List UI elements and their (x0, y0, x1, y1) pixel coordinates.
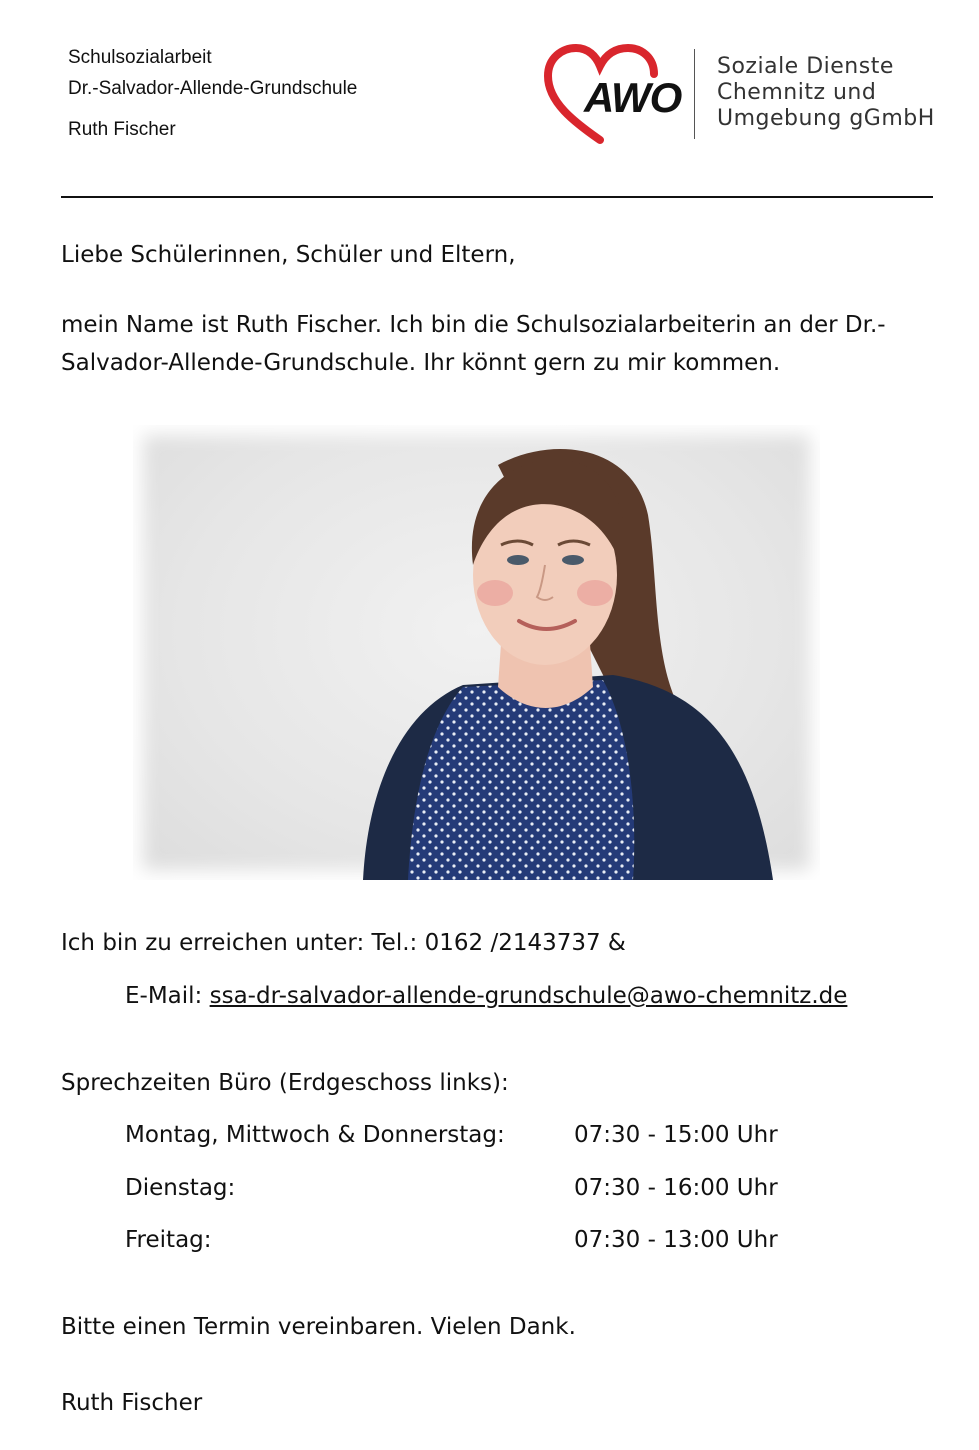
hours-time: 07:30 - 16:00 Uhr (574, 1175, 778, 1201)
sender-department: Schulsozialarbeit (68, 47, 212, 68)
logo-org-line3: Umgebung gGmbH (717, 106, 935, 131)
sender-name: Ruth Fischer (68, 119, 176, 140)
hours-time: 07:30 - 13:00 Uhr (574, 1227, 778, 1253)
office-hours-title: Sprechzeiten Büro (Erdgeschoss links): (61, 1070, 509, 1096)
contact-phone-line: Ich bin zu erreichen unter: Tel.: 0162 /2143737 & (61, 930, 626, 956)
signature: Ruth Fischer (61, 1390, 203, 1416)
hours-time: 07:30 - 15:00 Uhr (574, 1122, 778, 1148)
portrait-illustration (133, 425, 820, 880)
email-label: E-Mail: (125, 983, 210, 1009)
logo-org-line2: Chemnitz und (717, 80, 877, 105)
header-rule (61, 196, 933, 198)
awo-logo (544, 44, 944, 148)
hours-day: Dienstag: (125, 1175, 236, 1201)
greeting: Liebe Schülerinnen, Schüler und Eltern, (61, 242, 516, 268)
intro-line-1: mein Name ist Ruth Fischer. Ich bin die Schulsozialarbeiterin an der Dr.- (61, 312, 886, 338)
email-link[interactable]: ssa-dr-salvador-allende-grundschule@awo-chemnitz.de (209, 983, 848, 1009)
hours-day: Montag, Mittwoch & Donnerstag: (125, 1122, 505, 1148)
sender-school: Dr.-Salvador-Allende-Grundschule (68, 78, 358, 99)
awo-wordmark: AWO (584, 74, 682, 121)
hours-day: Freitag: (125, 1227, 212, 1253)
logo-divider (694, 49, 695, 139)
closing-line: Bitte einen Termin vereinbaren. Vielen Dank. (61, 1314, 576, 1340)
portrait-photo (133, 425, 820, 880)
intro-line-2: Salvador-Allende-Grundschule. Ihr könnt gern zu mir kommen. (61, 350, 781, 376)
logo-org-line1: Soziale Dienste (717, 54, 894, 79)
contact-email-line (125, 983, 847, 1009)
